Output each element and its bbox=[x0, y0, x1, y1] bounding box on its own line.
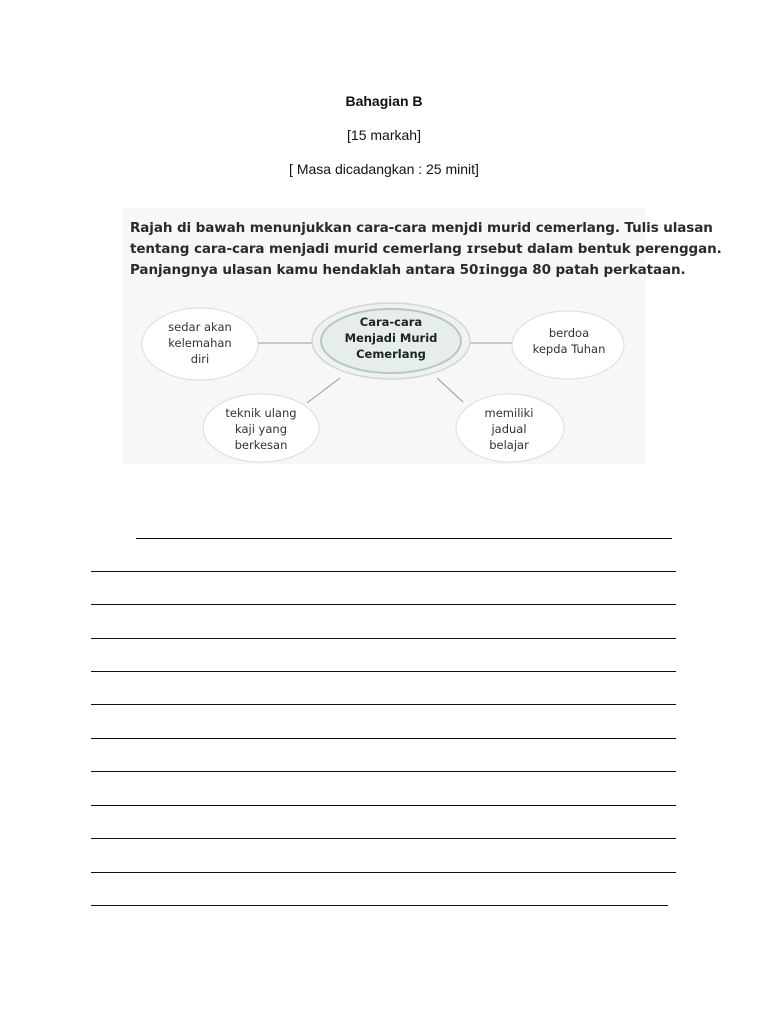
answer-line[interactable] bbox=[91, 671, 676, 672]
node-bottom-left-line: teknik ulang bbox=[225, 406, 297, 420]
node-bottom-right-line: jadual bbox=[491, 422, 527, 436]
node-right bbox=[513, 325, 625, 357]
node-left-line: diri bbox=[190, 352, 210, 366]
node-bottom-left bbox=[205, 405, 317, 453]
node-left-line: kelemahan bbox=[168, 336, 232, 350]
center-node-line: Cara-cara bbox=[359, 315, 423, 329]
node-right-line: berdoa bbox=[548, 326, 590, 340]
marks-label: [15 markah] bbox=[347, 127, 421, 143]
answer-line[interactable] bbox=[91, 638, 676, 639]
instruction-line-3: Panjangnya ulasan kamu hendaklah antara 50ɪingga 80 patah perkataan. bbox=[130, 262, 686, 278]
center-node bbox=[311, 314, 471, 362]
answer-line[interactable] bbox=[91, 905, 668, 906]
answer-line[interactable] bbox=[91, 872, 676, 873]
answer-line[interactable] bbox=[91, 571, 676, 572]
answer-line[interactable] bbox=[91, 805, 676, 806]
answer-line[interactable] bbox=[91, 838, 676, 839]
instruction-line-2: tentang cara-cara menjadi murid cemerlang ɪrsebut dalam bentuk perenggan. bbox=[130, 241, 722, 257]
node-left-line: sedar akan bbox=[168, 320, 232, 334]
connector-bottom-left bbox=[307, 378, 340, 403]
answer-line[interactable] bbox=[91, 604, 676, 605]
suggested-time: [ Masa dicadangkan : 25 minit] bbox=[289, 161, 479, 177]
node-bottom-left-line: berkesan bbox=[234, 438, 288, 452]
center-node-line: Cemerlang bbox=[356, 347, 426, 361]
answer-line[interactable] bbox=[91, 704, 676, 705]
node-bottom-right bbox=[456, 405, 562, 453]
answer-line[interactable] bbox=[91, 738, 676, 739]
instruction-line-1: Rajah di bawah menunjukkan cara-cara menjdi murid cemerlang. Tulis ulasan bbox=[130, 220, 713, 236]
node-bottom-left-line: kaji yang bbox=[235, 422, 287, 436]
answer-line[interactable] bbox=[91, 771, 676, 772]
center-node-line: Menjadi Murid bbox=[344, 331, 438, 345]
node-right-line: kepda Tuhan bbox=[532, 342, 606, 356]
node-left bbox=[145, 319, 255, 367]
answer-line[interactable] bbox=[136, 538, 672, 539]
connector-bottom-right bbox=[437, 378, 463, 402]
section-title: Bahagian B bbox=[345, 93, 423, 109]
node-bottom-right-line: memiliki bbox=[484, 406, 534, 420]
node-bottom-right-line: belajar bbox=[489, 438, 529, 452]
